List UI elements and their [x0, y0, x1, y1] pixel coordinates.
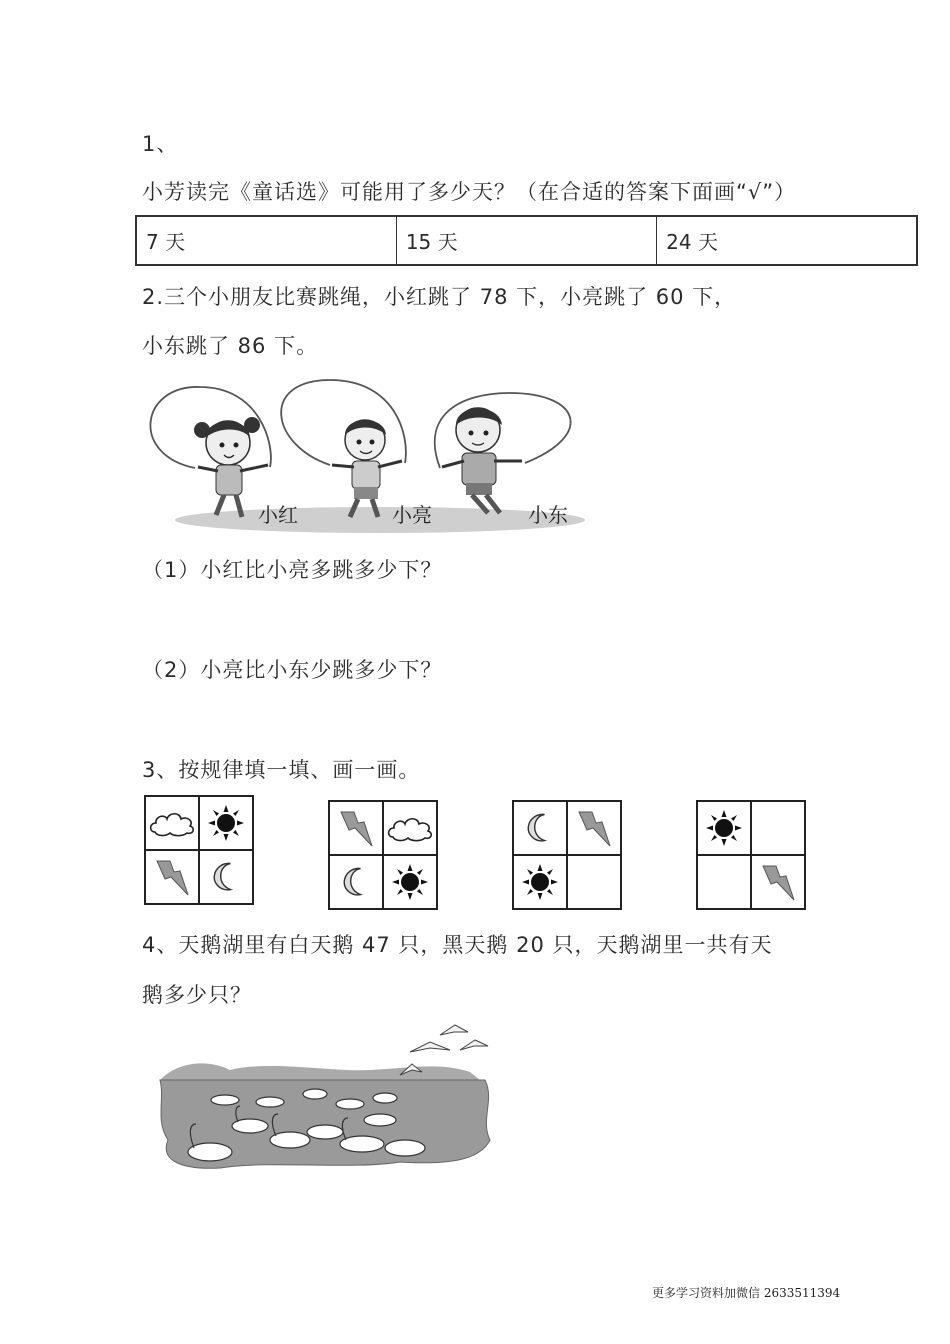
cloud-icon	[147, 808, 197, 838]
q4-line1: 4、天鹅湖里有白天鹅 47 只，黑天鹅 20 只，天鹅湖里一共有天	[142, 933, 773, 957]
girl-figure	[194, 417, 268, 517]
grid3-cell-blank[interactable]	[567, 855, 621, 909]
q2-line1: 2.三个小朋友比赛跳绳，小红跳了 78 下，小亮跳了 60 下，	[142, 285, 737, 309]
grid3-cell-sun	[513, 855, 567, 909]
pattern-grid-1	[144, 795, 254, 905]
pattern-grid-4	[696, 800, 806, 910]
answer-option-24-days[interactable]: 24 天	[657, 216, 917, 265]
sun-icon	[704, 808, 744, 848]
answer-option-15-days[interactable]: 15 天	[396, 216, 656, 265]
grid1-cell-cloud	[145, 796, 199, 850]
q1-number: 1、	[142, 132, 179, 156]
moon-icon	[338, 864, 374, 900]
lightning-icon	[574, 808, 614, 848]
lightning-icon	[758, 862, 798, 902]
grid4-cell-blank-top[interactable]	[751, 801, 805, 855]
grid3-cell-lightning	[567, 801, 621, 855]
sun-icon	[206, 803, 246, 843]
swan-lake-illustration	[150, 1020, 500, 1185]
grid4-cell-sun	[697, 801, 751, 855]
q2-sub2: （2）小亮比小东少跳多少下？	[142, 658, 443, 682]
moon-icon	[522, 810, 558, 846]
q1-answer-table	[135, 215, 918, 266]
moon-icon	[208, 859, 244, 895]
grid4-cell-blank-bottom[interactable]	[697, 855, 751, 909]
lightning-icon	[152, 857, 192, 897]
q3-title: 3、按规律填一填、画一画。	[142, 758, 421, 782]
kid-name-xiaoliang: 小亮	[392, 503, 432, 527]
grid2-cell-sun	[383, 855, 437, 909]
grid1-cell-lightning	[145, 850, 199, 904]
pattern-grid-2	[328, 800, 438, 910]
jump-rope-illustration	[140, 375, 600, 535]
footer-note: 更多学习资料加微信 2633511394	[652, 1286, 841, 1300]
boy-dong-figure	[442, 408, 522, 513]
grid2-cell-moon	[329, 855, 383, 909]
kid-name-xiaohong: 小红	[258, 503, 298, 527]
q1-question: 小芳读完《童话选》可能用了多少天？（在合适的答案下面画“√”）	[142, 180, 797, 204]
lightning-icon	[336, 808, 376, 848]
answer-option-7-days[interactable]: 7 天	[136, 216, 396, 265]
sun-icon	[390, 862, 430, 902]
q4-line2: 鹅多少只？	[142, 983, 252, 1007]
q2-sub1: （1）小红比小亮多跳多少下？	[142, 558, 443, 582]
q2-line2: 小东跳了 86 下。	[142, 334, 319, 358]
grid4-cell-lightning	[751, 855, 805, 909]
grid2-cell-cloud	[383, 801, 437, 855]
sun-icon	[520, 862, 560, 902]
grid1-cell-sun	[199, 796, 253, 850]
cloud-icon	[385, 813, 435, 843]
pattern-grid-3	[512, 800, 622, 910]
kid-name-xiaodong: 小东	[528, 503, 568, 527]
grid3-cell-moon	[513, 801, 567, 855]
grid2-cell-lightning	[329, 801, 383, 855]
grid1-cell-moon	[199, 850, 253, 904]
